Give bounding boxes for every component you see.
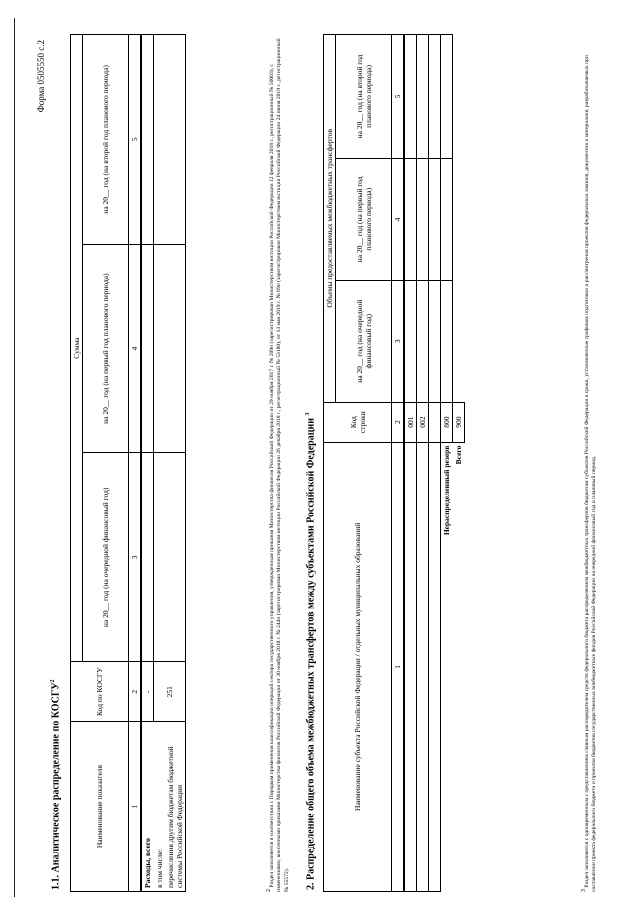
transfers-row-code: 001 (404, 402, 417, 442)
transfers-cell (404, 35, 417, 159)
transfers-table (323, 34, 465, 892)
section1-title-text: 1.1. Аналитическое распределение по КОСГУ (50, 682, 62, 890)
transfers-total-label: Всего (454, 445, 463, 465)
kosgu-cell (154, 453, 186, 662)
kosgu-cell (141, 244, 154, 453)
transfers-colnum: 2 (392, 402, 405, 442)
kosgu-cell (141, 453, 154, 662)
transfers-cell (429, 280, 441, 402)
transfers-row-code: 800 (441, 402, 453, 442)
transfers-cell (417, 280, 429, 402)
transfers-colnum: 4 (392, 158, 405, 280)
transfers-header-code: Код строки (324, 402, 392, 442)
footnote-3 (580, 37, 599, 892)
transfers-empty (453, 35, 465, 159)
transfers-cell (441, 158, 453, 280)
transfers-header-year1: на 20__ год (на очередной финансовый год) (336, 280, 392, 402)
transfers-colnum: 5 (392, 35, 405, 159)
kosgu-header-sum: Сумма (71, 35, 83, 662)
kosgu-colnum: 1 (129, 722, 142, 892)
transfers-cell (404, 280, 417, 402)
section2-title-text: 2. Распределение общего объема межбюджетных трансфертов между субъектами Российской Федерации (305, 418, 317, 890)
transfers-header-name: Наименование субъекта Российской Федерации / отдельных муниципальных образований (324, 442, 392, 891)
kosgu-header-year2: на 20__ год (на первый год планового периода) (83, 244, 129, 453)
transfers-colnum: 1 (392, 442, 405, 891)
transfers-cell (404, 158, 417, 280)
kosgu-cell (141, 35, 154, 245)
transfers-empty (453, 158, 465, 280)
kosgu-colnum: 4 (129, 244, 142, 453)
transfers-header-year3: на 20__ год (на второй год планового периода) (336, 35, 392, 159)
rotated-landscape-content (30, 32, 620, 892)
transfers-cell (441, 35, 453, 159)
kosgu-header-year1: на 20__ год (на очередной финансовый год) (83, 453, 129, 662)
transfers-header-volumes: Объемы предоставляемых межбюджетных трансфертов (324, 35, 336, 403)
footnote-2-text: Раздел заполняется в соответствии с Порядком применения классификации операций сектора государственного управления, утвержденным приказом Министерства финансов Российской Федерации от 29 ноября 2017 г. № 209н (зарегистрирован Министерством юстиции Российской Федерации 12 февраля 2018 г., регистрационный № 50003), с изменениями, внесенными приказами Министерства финансов Российской Федерации от 30 ноября 2018 г. № 244н (зарегистрирован Министерством юстиции Российской Федерации 26 декабря 2018 г., регистрационный № 53180), от 13 мая 2019 г. № 69н (зарегистрирован Министерством юстиции Российской Федерации 24 июня 2019 г., регистрационный № 55572). (268, 38, 290, 892)
kosgu-colnum: 2 (129, 662, 142, 722)
section1-title (50, 679, 61, 890)
kosgu-row-name: перечисления другим бюджетам бюджетной системы Российской Федерации (165, 722, 186, 892)
kosgu-cell (154, 244, 186, 453)
footnote-3-sup: 3 (581, 889, 587, 892)
transfers-header-year2: на 20__ год (на первый год планового периода) (336, 158, 392, 280)
transfers-row-code (429, 402, 441, 442)
section2-title (305, 413, 316, 891)
transfers-row-name (429, 442, 441, 891)
kosgu-header-year3: на 20__ год (на второй год планового периода) (83, 35, 129, 245)
section1-title-sup: 2 (50, 679, 56, 683)
transfers-row-code: 002 (417, 402, 429, 442)
kosgu-row-code: 251 (154, 662, 186, 722)
transfers-cell (417, 35, 429, 159)
footnote-2 (265, 37, 292, 892)
kosgu-header-name: Наименование показателя (71, 722, 129, 892)
transfers-row-code: 900 (453, 402, 465, 442)
transfers-colnum: 3 (392, 280, 405, 402)
transfers-cell (417, 158, 429, 280)
form-code: Форма 0505550 с.2 (36, 40, 46, 113)
transfers-row-name (404, 442, 417, 891)
footnote-3-text: Раздел заполняется с одновременным с представлением главным распорядителем средств федерального бюджета распределением межбюджетных трансфертов бюджетам субъектов Российской Федерации в сроки, установленные графиком подготовки и рассмотрения проектов федеральных законов, документов и материалов, разрабатываемых при составлении проекта федерального бюджета и проектов бюджетов государственных внебюджетных фондов Российской Федерации на очередной финансовый год и плановый период. (583, 55, 598, 892)
transfers-reserve-label: Нераспределенный резерв (442, 445, 452, 536)
scan-edge-line (14, 18, 15, 897)
transfers-row-name (417, 442, 429, 891)
kosgu-table (70, 34, 186, 892)
footnote-2-sup: 2 (266, 889, 272, 892)
kosgu-cell (154, 35, 186, 245)
transfers-cell (441, 280, 453, 402)
transfers-cell (429, 158, 441, 280)
kosgu-row-code: - (141, 662, 154, 722)
kosgu-row-name: в том числе: (154, 722, 165, 892)
kosgu-header-code: Код по КОСГУ (71, 662, 129, 722)
kosgu-colnum: 3 (129, 453, 142, 662)
kosgu-row-name: Расходы, всего (141, 722, 154, 892)
kosgu-colnum: 5 (129, 35, 142, 245)
transfers-cell (429, 35, 441, 159)
section2-title-sup: 3 (305, 412, 311, 416)
transfers-empty (453, 280, 465, 402)
